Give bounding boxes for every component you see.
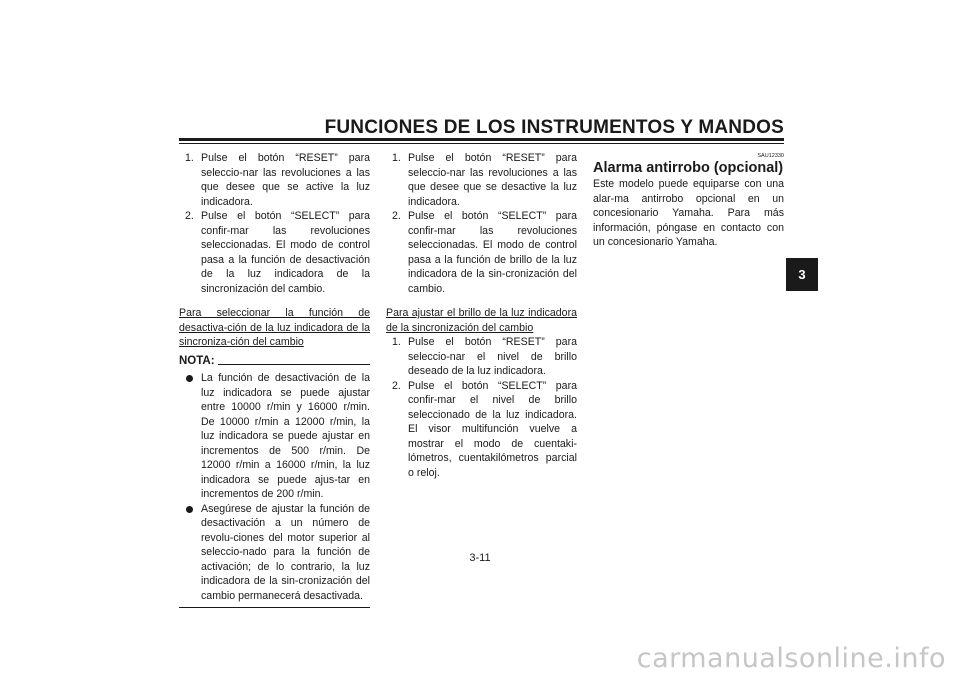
chapter-tab: 3 — [786, 258, 818, 291]
note-header — [179, 354, 370, 369]
note-label: NOTA: — [179, 354, 215, 367]
step-text: Pulse el botón “SELECT” para confir-mar las revoluciones seleccionadas. El modo de control pasa a la función de desactivación de la luz indicadora de la sincronización del cambio. — [201, 210, 370, 295]
header-rule-thin — [179, 143, 784, 144]
step-text: Pulse el botón “SELECT” para confir-mar las revoluciones seleccionadas. El modo de control pasa a la función de brillo de la luz indicadora de la sin-cronización del cambio. — [408, 210, 577, 295]
note-bullet-text: Asegúrese de ajustar la función de desactivación a un número de revolu-ciones del motor superior al seleccio-nado para la función de activación; de lo contrario, la luz indicadora de la sin-cronización del cambio permanecerá desactivada. — [201, 502, 370, 602]
step-item — [179, 209, 370, 296]
watermark: carmanualsonline.info — [636, 643, 946, 674]
section-body: Este modelo puede equiparse con una alar-ma antirrobo opcional en un concesionario Yamaha. Para más información, póngase en contacto con un concesionario Yamaha. — [593, 178, 784, 248]
section-heading: Para ajustar el brillo de la luz indicadora de la sincronización del cambio — [386, 307, 577, 334]
step-list — [386, 151, 577, 296]
column-3 — [593, 151, 784, 250]
step-text: Pulse el botón “RESET” para seleccio-nar las revoluciones a las que desee que se desactive la luz indicadora. — [408, 152, 577, 208]
bullet-icon — [186, 375, 193, 382]
reference-code: SAU12330 — [757, 153, 784, 159]
bullet-icon — [186, 506, 193, 513]
step-list — [179, 151, 370, 296]
step-item — [386, 151, 577, 209]
note-rule — [218, 364, 370, 365]
header-rule — [179, 138, 784, 141]
note-end-rule — [179, 607, 370, 608]
step-item — [386, 379, 577, 481]
step-item — [386, 209, 577, 296]
step-number: 2. — [392, 379, 401, 392]
step-number: 2. — [185, 210, 194, 222]
step-item — [179, 151, 370, 209]
step-number: 2. — [392, 210, 401, 222]
section-heading: Para seleccionar la función de desactiva-ción de la luz indicadora de la sincroniza-ción del cambio — [179, 307, 370, 348]
step-number: 1. — [392, 152, 401, 164]
page-title: FUNCIONES DE LOS INSTRUMENTOS Y MANDOS — [324, 117, 784, 138]
step-text: Pulse el botón “SELECT” para confir-mar el nivel de brillo seleccionado de la luz indicadora. El visor multifunción vuelve a mostrar el modo de cuentaki-lómetros, cuentakilómetros parcial o reloj. — [408, 379, 577, 479]
note-bullet-item — [179, 371, 370, 502]
step-list — [386, 335, 577, 480]
note-bullet-list — [179, 371, 370, 603]
step-text: Pulse el botón “RESET” para seleccio-nar las revoluciones a las que desee que se active la luz indicadora. — [201, 152, 370, 208]
section-title: Alarma antirrobo (opcional) — [593, 160, 784, 176]
column-2 — [386, 151, 577, 480]
step-item — [386, 335, 577, 379]
step-number: 1. — [392, 336, 401, 348]
note-bullet-text: La función de desactivación de la luz indicadora se puede ajustar entre 10000 r/min y 16000 r/min. De 10000 r/min a 12000 r/min, la luz indicadora se puede ajustar en incrementos de 500 r/min. De 12000 r/min a 16000 r/min, la luz indicadora se puede ajus-tar en incrementos de 200 r/min. — [201, 372, 370, 500]
step-number: 1. — [185, 152, 194, 164]
note-bullet-item — [179, 502, 370, 604]
column-1 — [179, 151, 370, 608]
step-text: Pulse el botón “RESET” para seleccio-nar el nivel de brillo deseado de la luz indicadora. — [408, 336, 577, 377]
page-number: 3-11 — [469, 552, 491, 564]
